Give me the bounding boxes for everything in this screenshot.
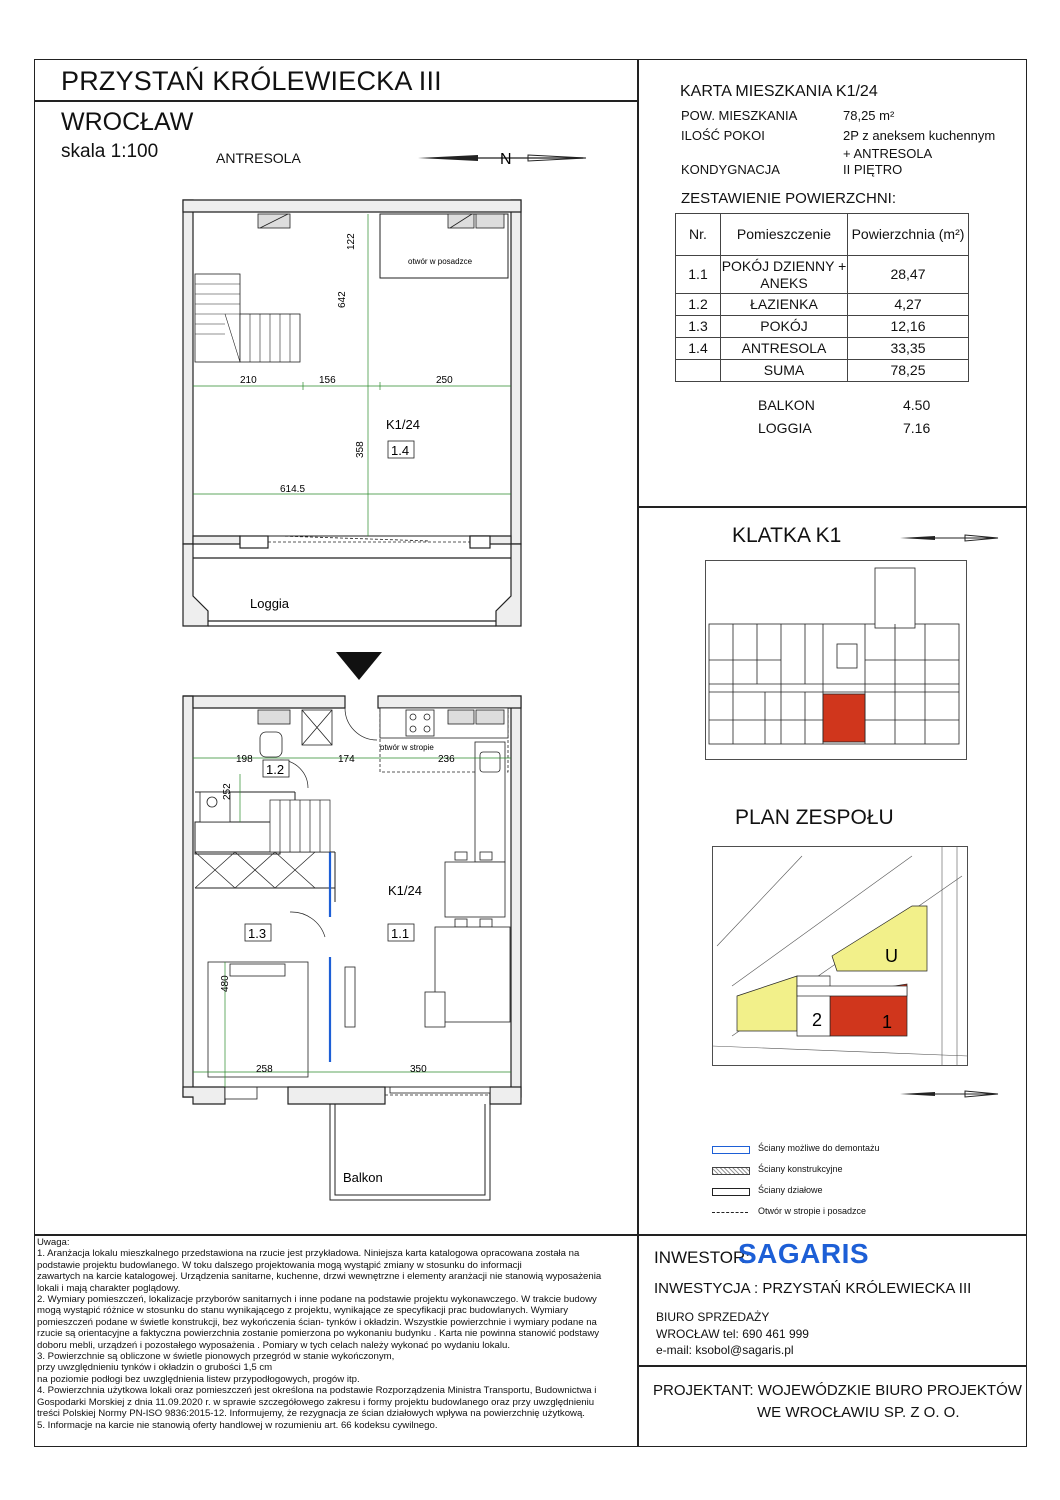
designer-line-1: PROJEKTANT: WOJEWÓDZKIE BIURO PROJEKTÓW — [653, 1382, 1022, 1399]
klatka-title: KLATKA K1 — [732, 524, 842, 547]
hole-label-upper: otwór w posadzce — [408, 257, 473, 266]
legend-label: Ściany możliwe do demontażu — [758, 1143, 880, 1153]
table-row — [676, 294, 969, 316]
note-line: 5. Informacje na karcie nie stanowią oferty handlowej w rozumieniu art. 66 kodeksu cywilnego. — [37, 1419, 438, 1431]
room-1-3: 1.3 — [248, 926, 267, 941]
note-line: pomieszczeń podane w świetle konstrukcji, bez wykończenia ścian- tynków i okładzin. Wszystkie powierzchnie i wymiary podane na — [37, 1316, 597, 1328]
dim-614-5: 614.5 — [280, 484, 306, 495]
header-area: Powierzchnia (m²) — [848, 214, 969, 256]
dim-250: 250 — [436, 375, 453, 386]
dim-258: 258 — [256, 1064, 273, 1075]
row-nr: 1.1 — [676, 256, 721, 294]
notes-block — [37, 1237, 635, 1431]
rooms-label: ILOŚĆ POKOI — [681, 128, 765, 143]
note-line: 3. Powierzchnie są obliczone w świetle pionowych przegród w stanie wykończonym, — [37, 1351, 395, 1363]
dim-174: 174 — [338, 754, 355, 765]
note-line: 4. Powierzchnia użytkowa lokali oraz pomieszczeń jest określona na podstawie Rozporządzenia Ministra Transportu, Budownictwa i — [37, 1385, 597, 1397]
loggia-value: 7.16 — [903, 420, 931, 436]
legend-label: Ściany konstrukcyjne — [758, 1164, 843, 1174]
note-line: 1. Aranżacja lokalu mieszkalnego przedstawiona na rzucie jest przykładowa. Niniejsza karta katalogowa opracowana została na — [37, 1248, 580, 1260]
designer-line-2: WE WROCŁAWIU SP. Z O. O. — [757, 1404, 960, 1421]
investor-divider — [637, 1234, 1027, 1236]
card-divider — [637, 506, 1027, 508]
legend-swatch-structural — [712, 1167, 750, 1175]
dim-122: 122 — [346, 233, 357, 250]
balkon-label: BALKON — [758, 397, 815, 413]
table-row-sum — [676, 360, 969, 382]
down-arrow-icon — [336, 652, 382, 682]
legend-swatch-partition — [712, 1188, 750, 1196]
row-name: SUMA — [721, 360, 848, 382]
sales-phone: WROCŁAW tel: 690 461 999 — [656, 1327, 809, 1341]
note-line: lokali i mają charakter poglądowy. — [37, 1282, 181, 1294]
loggia-label: LOGGIA — [758, 420, 812, 436]
unit-label-upper: K1/24 — [386, 417, 420, 432]
row-name: ANTRESOLA — [721, 338, 848, 360]
note-line: doboru mebli, urządzeń i pozostałego wyposażenia . Pomiary w tych celach należy wykonać po wydaniu lokalu. — [37, 1339, 511, 1351]
dim-156: 156 — [319, 375, 336, 386]
row-area: 78,25 — [848, 360, 969, 382]
sales-office: BIURO SPRZEDAŻY — [656, 1310, 770, 1324]
note-line: 2. Wymiary pomieszczeń, lokalizacje przyborów sanitarnych i inne podane na podstawie projektu wykonawczego. W trakcie budowy — [37, 1294, 597, 1306]
designer-divider — [637, 1365, 1027, 1367]
room-1-1: 1.1 — [391, 926, 410, 941]
row-nr: 1.2 — [676, 294, 721, 316]
sales-email[interactable]: e-mail: ksobol@sagaris.pl — [656, 1343, 794, 1357]
header-divider-left — [34, 100, 637, 102]
dim-480: 480 — [220, 975, 231, 992]
card-title: KARTA MIESZKANIA K1/24 — [680, 83, 878, 100]
north-arrow-small-icon — [900, 1087, 1000, 1101]
area-value: 78,25 m² — [843, 108, 895, 123]
legend-label: Otwór w stropie i posadzce — [758, 1206, 867, 1216]
hole-label-lower: otwór w stropie — [380, 743, 434, 752]
room-1-2: 1.2 — [266, 762, 285, 777]
klatka-plan — [705, 560, 967, 760]
legend-label: Ściany działowe — [758, 1185, 823, 1195]
investor-label: INWESTOR: — [654, 1248, 751, 1267]
note-line: podstawie projektu budowlanego. W toku dalszego projektowania mogą wystąpić zmiany w stosunku do informacji — [37, 1259, 522, 1271]
room-1-4: 1.4 — [391, 443, 410, 458]
zespol-label-1: 1 — [882, 1012, 893, 1032]
row-area: 33,35 — [848, 338, 969, 360]
notes-title: Uwaga: — [37, 1237, 70, 1248]
city-title: WROCŁAW — [61, 108, 194, 136]
investment-label: INWESTYCJA : PRZYSTAŃ KRÓLEWIECKA III — [654, 1280, 972, 1297]
balkon-value: 4.50 — [903, 397, 931, 413]
header-nr: Nr. — [676, 214, 721, 256]
rooms-value-extra: + ANTRESOLA — [843, 146, 933, 161]
legend-item — [712, 1206, 962, 1227]
dim-236: 236 — [438, 754, 455, 765]
area-label: POW. MIESZKANIA — [681, 108, 798, 123]
north-letter: N — [500, 151, 512, 168]
dim-198: 198 — [236, 754, 253, 765]
row-name: ŁAZIENKA — [721, 294, 848, 316]
rooms-value: 2P z aneksem kuchennym — [843, 128, 996, 143]
legend — [712, 1143, 962, 1227]
dim-350: 350 — [410, 1064, 427, 1075]
legend-swatch-blue — [712, 1146, 750, 1154]
legend-item — [712, 1164, 962, 1185]
balkon-label: Balkon — [343, 1170, 383, 1185]
row-nr: 1.4 — [676, 338, 721, 360]
legend-swatch-opening — [712, 1212, 748, 1213]
project-title: PRZYSTAŃ KRÓLEWIECKA III — [61, 66, 442, 96]
row-nr — [676, 360, 721, 382]
note-line: mogą wystąpić różnice w stosunku do stanu wynikającego z projektu, wynikające ze specyfikacji prac budowlanych. Wymiary — [37, 1305, 569, 1317]
dim-252: 252 — [222, 783, 233, 800]
row-area: 28,47 — [848, 256, 969, 294]
zespol-label-u: U — [885, 946, 898, 966]
legend-item — [712, 1185, 962, 1206]
area-table-header — [676, 214, 969, 256]
note-line: treści Polskiej Normy PN-ISO 9836:2015-12. Informujemy, że rezygnacja ze ścian działowych wpływa na powierzchnię użytkową. — [37, 1408, 585, 1420]
row-name: POKÓJ — [721, 316, 848, 338]
note-line: przy uwzględnieniu tynków i okładzin o grubości 1,5 cm — [37, 1362, 273, 1374]
dim-210: 210 — [240, 375, 257, 386]
dim-358: 358 — [355, 441, 366, 458]
row-area: 12,16 — [848, 316, 969, 338]
row-name: POKÓJ DZIENNY + ANEKS — [721, 256, 848, 294]
level-label: ANTRESOLA — [216, 150, 301, 166]
floor-value: II PIĘTRO — [843, 162, 903, 177]
north-arrow-small-icon — [900, 531, 1000, 545]
row-area: 4,27 — [848, 294, 969, 316]
note-line: zawartych na karcie katalogowej. Urządzenia sanitarne, kuchenne, drzwi wewnętrzne i elementy aranżacji nie stanowią wyposażenia — [37, 1271, 602, 1283]
table-row — [676, 338, 969, 360]
table-row — [676, 316, 969, 338]
legend-item — [712, 1143, 962, 1164]
area-table — [675, 213, 969, 382]
dim-642: 642 — [337, 291, 348, 308]
north-arrow-icon — [418, 147, 588, 169]
zespol-label-2: 2 — [812, 1010, 823, 1030]
row-nr: 1.3 — [676, 316, 721, 338]
loggia-label: Loggia — [250, 596, 290, 611]
investor-logo: SAGARIS — [738, 1238, 870, 1269]
note-line: rzucie są orientacyjne a faktyczna powierzchnia zostanie pomierzona po wykonaniu budynku . Karta nie powinna stanowić podstawy — [37, 1328, 600, 1340]
header-room: Pomieszczenie — [721, 214, 848, 256]
notes-divider — [34, 1234, 637, 1236]
column-divider — [637, 59, 639, 1447]
table-row — [676, 256, 969, 294]
zespol-plan — [712, 846, 968, 1066]
note-line: na poziomie podłogi bez uwzględnienia listew przypodłogowych, progów itp. — [37, 1373, 360, 1385]
summary-title: ZESTAWIENIE POWIERZCHNI: — [681, 190, 897, 207]
zespol-title: PLAN ZESPOŁU — [735, 806, 894, 829]
upper-floor-plan — [180, 196, 525, 636]
scale-label: skala 1:100 — [61, 141, 159, 162]
note-line: Gospodarki Morskiej z dnia 11.09.2020 r. w sprawie szczegółowego zakresu i formy projektu budowlanego oraz przy uwzględnieniu — [37, 1396, 595, 1408]
unit-label-lower: K1/24 — [388, 883, 422, 898]
floor-label: KONDYGNACJA — [681, 162, 780, 177]
lower-floor-plan — [180, 692, 525, 1204]
